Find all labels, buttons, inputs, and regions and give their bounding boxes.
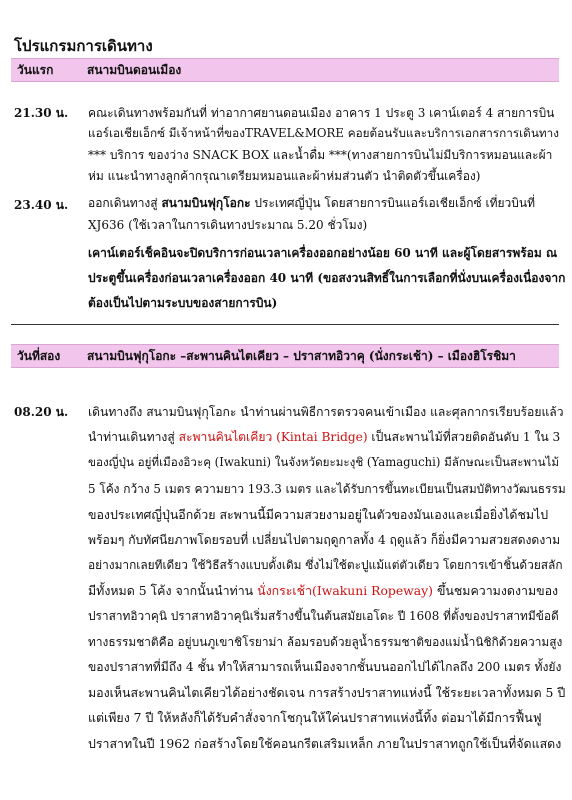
checkin-notice-line-3: ต้องเป็นไปตามระบบของสายการบิน)	[88, 296, 278, 310]
ropeway-highlight: นั่งกระเช้า(Iwakuni Ropeway)	[257, 583, 434, 598]
day2-0820-line-8a: มีทั้งหมด 5 โค้ง จากนั้นนำท่าน	[88, 583, 258, 598]
day2-0820-line-2	[88, 428, 560, 447]
page-title: โปรแกรมการเดินทาง	[14, 37, 153, 55]
day2-label: วันที่สอง	[17, 348, 61, 363]
day2-0820-line-6: พร้อมๆ กับทัศนียภาพโดยรอบที่ เปลี่ยนไปตามฤดูกาลทั้ง 4 ฤดูแล้ว ก็ยิ่งมีความสวยสดงดงาม	[88, 533, 561, 547]
day2-header-band	[11, 344, 559, 368]
day1-header-band	[11, 58, 559, 82]
day2-0820-line-1: เดินทางถึง สนามบินฟุกุโอกะ นำท่านผ่านพิธีการตรวจคนเข้าเมือง และศุลกากรเรียบร้อยแล้ว	[88, 405, 564, 419]
day2-0820-line-4: 5 โค้ง กว้าง 5 เมตร ความยาว 193.3 เมตร และได้รับการขึ้นทะเบียนเป็นสมบัติทางวัฒนธรรม	[88, 482, 566, 496]
day1-2340-line-1	[88, 194, 535, 213]
day2-0820-line-13: แต่เพียง 7 ปี ให้หลังก็ได้รับคำสั่งจากโชกุนให้ใค่นปราสาทแห่งนี้ทิ้ง ต่อมาได้มีการฟื้นฟู	[88, 710, 542, 725]
day1-2340-line-2: XJ636 (ใช้เวลาในการเดินทางประมาณ 5.20 ชั่วโมง)	[88, 218, 368, 232]
checkin-notice-line-2: ประตูขึ้นเครื่องก่อนเวลาเครื่องออก 40 นาที (ขอสงวนสิทธิ์ในการเลือกที่นั่งบนเครื่องเนื่องจาก	[88, 271, 566, 285]
day2-0820-line-2a: นำท่านเดินทางสู่	[88, 430, 179, 444]
day2-0820-line-14: ปราสาทในปี 1962 ก่อสร้างโดยใช้คอนกรีตเสริมเหล็ก ภายในปราสาทถูกใช้เป็นที่จัดแสดง	[88, 736, 562, 751]
kintai-bridge-highlight: สะพานคินไตเคียว (Kintai Bridge)	[178, 430, 368, 444]
day2-0820-line-7: อย่างมากเลยทีเดียว ใช้วิธีสร้างแบบดั้งเดิม ซึ่งไม่ใช้ตะปูแม้แต่ตัวเดียว โดยการเข้าชิ้นด้วยสลัก	[88, 558, 563, 572]
day2-0820-line-10: ทางธรรมชาติคือ อยู่บนภูเขาชิโรยาม่า ล้อมรอบด้วยลูน้ำธรรมชาติของแม่น้ำนิชิกิด้วยความสูง	[88, 635, 563, 649]
day2-route: สนามบินฟุกุโอกะ –สะพานคินไตเคียว – ปราสาทอิวาคุ (นั่งกระเช้า) – เมืองฮิโรชิมา	[87, 348, 516, 363]
day2-0820-line-12: มองเห็นสะพานคินไตเคียวได้อย่างชัดเจน การสร้างปราสาทแห่งนี้ ใช้ระยะเวลาทั้งหมด 5 ปี	[88, 685, 566, 700]
day2-0820-line-8	[88, 582, 558, 601]
day2-time-0820: 08.20 น.	[14, 405, 69, 419]
day2-0820-line-11: ของปราสาทที่มีถึง 4 ชั้น ทำให้สามารถเห็นเมืองจากชั้นบนออกไปได้ไกลถึง 200 เมตร ทั้งยัง	[88, 660, 562, 674]
day1-2130-line-2: แอร์เอเชียเอ็กซ์ มีเจ้าหน้าที่ของTRAVEL&MORE คอยต้อนรับและบริการเอกสารการเดินทาง	[88, 126, 559, 140]
day2-0820-line-2b: เป็นสะพานไม้ที่สวยติดอันดับ 1 ใน 3	[367, 430, 561, 444]
day2-0820-line-3: ของญี่ปุ่น อยู่ที่เมืองอิวะคุ (Iwakuni) ในจังหวัดยะมะงุชิ (Yamaguchi) มีลักษณะเป็นสะพานไม้	[88, 455, 560, 469]
day1-route: สนามบินดอนเมือง	[87, 62, 182, 77]
day2-0820-line-8b: ขึ้นชมความงดงามของ	[433, 583, 559, 598]
day1-2340-line-1c: ประเทศญี่ปุ่น โดยสายการบินแอร์เอเชียเอ็กซ์ เที่ยวบินที่	[250, 196, 536, 210]
day1-time-2340: 23.40 น.	[14, 198, 69, 212]
day2-0820-line-9: ปราสาทอิวาคุนิ ปราสาทอิวาคุนิเริ่มสร้างขึ้นในต้นสมัยเอโดะ ปี 1608 ที่ตั้งของปราสาทมีข้อดี	[88, 609, 559, 623]
day1-2130-line-1: คณะเดินทางพร้อมกันที่ ท่าอากาศยานดอนเมือง อาคาร 1 ประตู 3 เคาน์เตอร์ 4 สายการบิน	[88, 106, 555, 120]
day2-0820-line-5: ของประเทศญี่ปุ่นอีกด้วย สะพานนี้มีความสวยงามอยู่ในตัวของมันเองและเมื่อยิ่งได้ชมไป	[88, 507, 549, 522]
day1-label: วันแรก	[17, 62, 54, 77]
day1-time-2130: 21.30 น.	[14, 106, 69, 120]
day1-2340-line-1a: ออกเดินทางสู่	[88, 196, 162, 210]
checkin-notice-line-1: เคาน์เตอร์เช็คอินจะปิดบริการก่อนเวลาเครื่องออกอย่างน้อย 60 นาที และผู้โดยสารพร้อม ณ	[88, 246, 558, 260]
divider	[11, 324, 559, 325]
fukuoka-airport-text: สนามบินฟุกุโอกะ	[161, 196, 251, 210]
day1-2130-line-3: *** บริการ ของว่าง SNACK BOX และน้ำดื่ม ***(ทางสายการบินไม่มีบริการหมอนและผ้า	[88, 148, 553, 162]
day1-2130-line-4: ห่ม แนะนำทางลูกค้ากรุณาเตรียมหมอนและผ้าห่มส่วนตัว นำติดตัวขึ้นเครื่อง)	[88, 169, 481, 183]
